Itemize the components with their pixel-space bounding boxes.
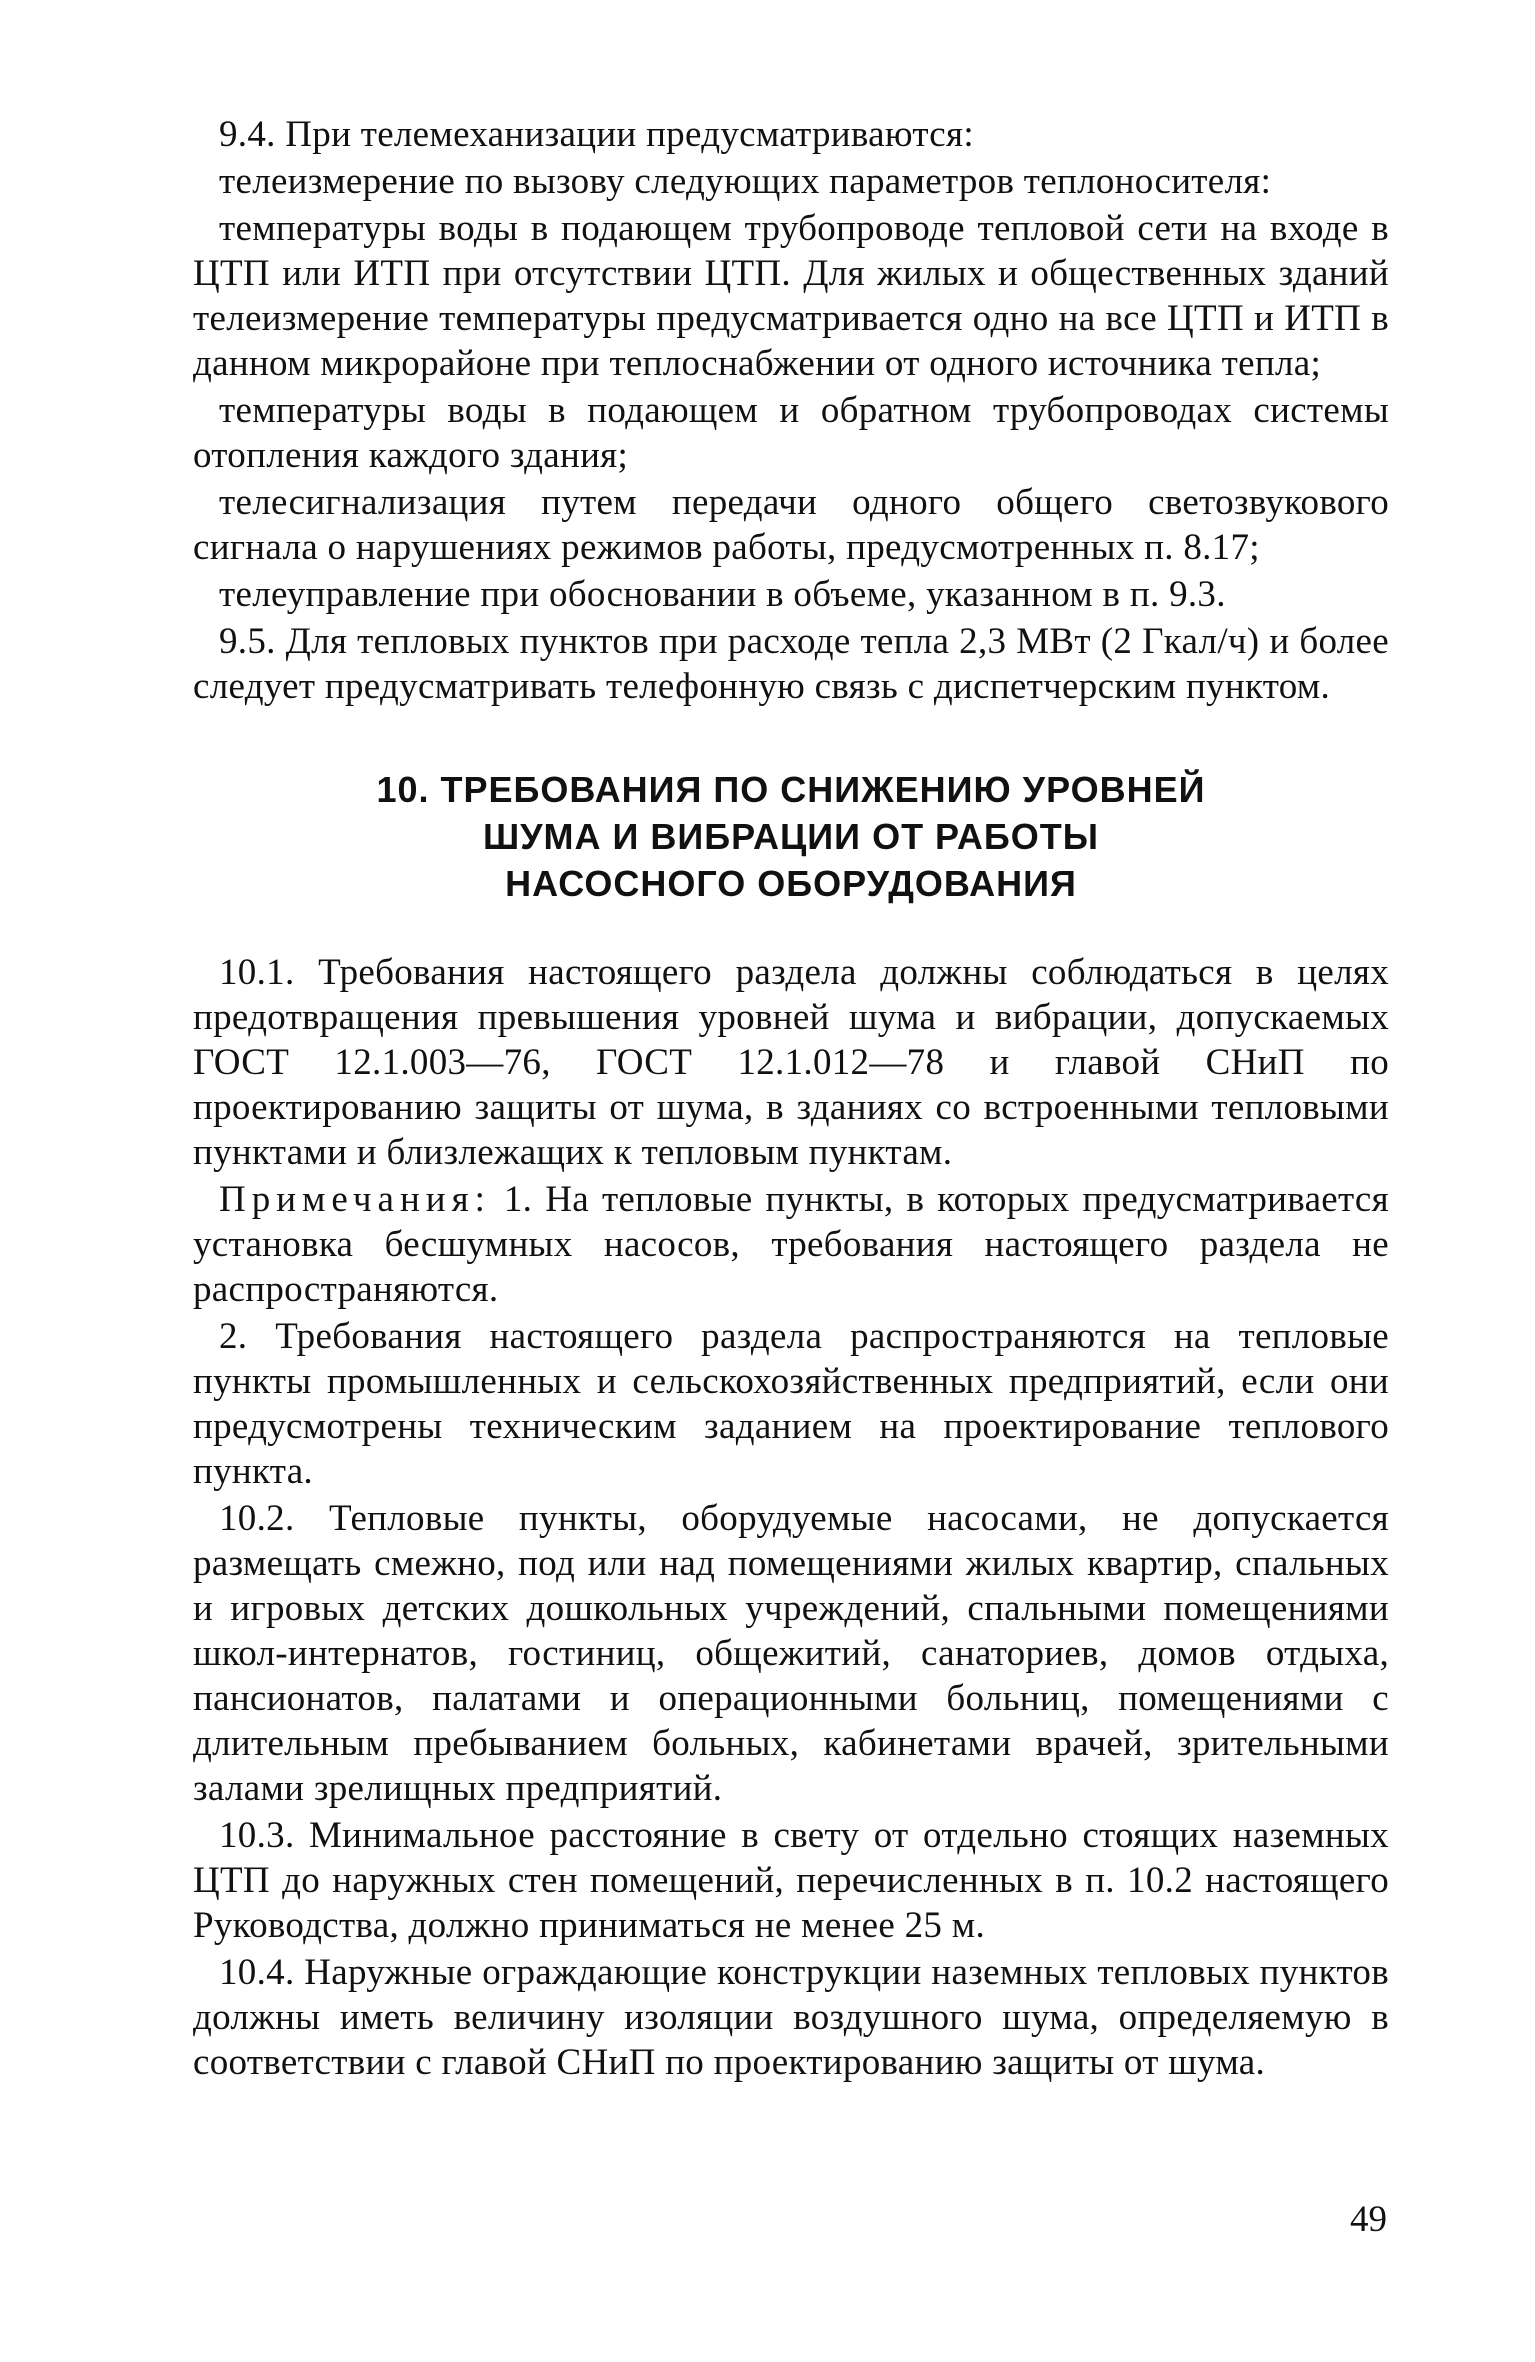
paragraph-10-2: 10.2. Тепловые пункты, оборудуемые насосами, не допускается размещать смежно, под или над помещениями жилых квартир, спальных и игровых детских дошкольных учреждений, спальными помещениями школ-интернатов, гостиниц, общежитий, санаториев, домов отдыха, пансионатов, палатами и операционными больниц, помещениями с длительным пребыванием больных, кабинетами врачей, зрительными залами зрелищных предприятий. [193,1498,1389,1809]
heading-line-2: ШУМА И ВИБРАЦИИ ОТ РАБОТЫ [482,816,1100,857]
notes-label: Примечания: [219,1179,491,1220]
paragraph-telemetry: телеизмерение по вызову следующих параметров теплоносителя: [219,161,1272,202]
paragraph-telesignal: телесигнализация путем передачи одного общего светозвукового сигнала о нарушениях режимов работы, предусмотренных п. 8.17; [193,482,1389,568]
heading-line-1: 10. ТРЕБОВАНИЯ ПО СНИЖЕНИЮ УРОВНЕЙ [376,769,1206,810]
heading-line-3: НАСОСНОГО ОБОРУДОВАНИЯ [505,863,1077,904]
page-number: 49 [1350,2199,1387,2240]
paragraph-heating-temperature: температуры воды в подающем и обратном трубопроводах системы отопления каждого здания; [193,390,1389,476]
note-2: 2. Требования настоящего раздела распространяются на тепловые пункты промышленных и сельскохозяйственных предприятий, если они предусмотрены техническим заданием на проектирование теплового пункта. [193,1316,1389,1492]
note-1-text: 1. На тепловые пункты, в которых предусматривается установка бесшумных насосов, требования настоящего раздела не распространяются. [193,1179,1389,1310]
paragraph-9-4: 9.4. При телемеханизации предусматриваются: [219,114,974,155]
paragraph-supply-temperature: температуры воды в подающем трубопроводе тепловой сети на входе в ЦТП или ИТП при отсутствии ЦТП. Для жилых и общественных зданий телеизмерение температуры предусматривается одно на все ЦТП и ИТП в данном микрорайоне при теплоснабжении от одного источника тепла; [193,208,1389,384]
paragraph-10-1: 10.1. Требования настоящего раздела должны соблюдаться в целях предотвращения превышения уровней шума и вибрации, допускаемых ГОСТ 12.1.003—76, ГОСТ 12.1.012—78 и главой СНиП по проектированию защиты от шума, в зданиях со встроенными тепловыми пунктами и близлежащих к тепловым пунктам. [193,952,1389,1173]
paragraph-9-5: 9.5. Для тепловых пунктов при расходе тепла 2,3 МВт (2 Гкал/ч) и более следует предусматривать телефонную связь с диспетчерским пунктом. [193,621,1389,707]
paragraph-10-4: 10.4. Наружные ограждающие конструкции наземных тепловых пунктов должны иметь величину изоляции воздушного шума, определяемую в соответствии с главой СНиП по проектированию защиты от шума. [193,1952,1389,2083]
section-10-heading [193,766,1389,907]
paragraph-10-3: 10.3. Минимальное расстояние в свету от отдельно стоящих наземных ЦТП до наружных стен помещений, перечисленных в п. 10.2 настоящего Руководства, должно приниматься не менее 25 м. [193,1815,1389,1946]
note-1 [193,1177,1389,1312]
document-page [193,112,1389,2087]
paragraph-telecontrol: телеуправление при обосновании в объеме, указанном в п. 9.3. [219,574,1226,615]
